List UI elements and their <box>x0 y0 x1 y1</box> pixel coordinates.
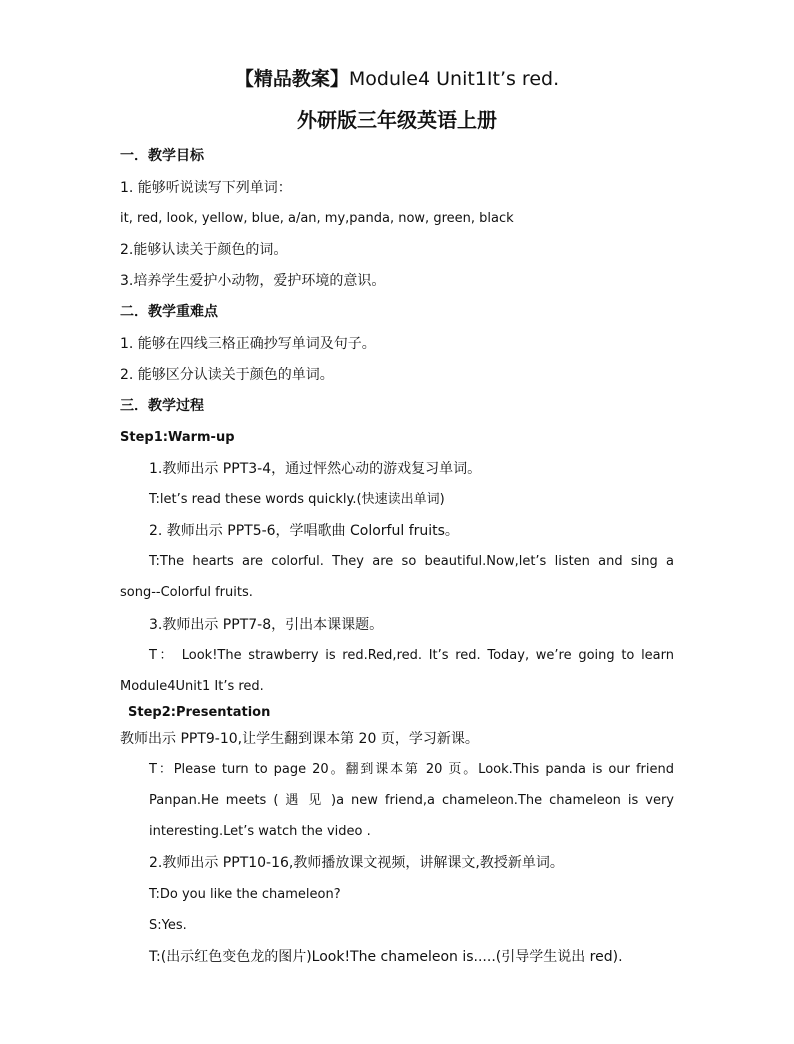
step1-heading: Step1:Warm-up <box>120 430 235 445</box>
section2-heading: 二．教学重难点 <box>120 304 218 320</box>
key-point-line: 1. 能够在四线三格正确抄写单词及句子。 <box>120 336 376 352</box>
step1-line: 1.教师出示 PPT3-4，通过怦然心动的游戏复习单词。 <box>149 461 482 477</box>
step1-line: 3.教师出示 PPT7-8，引出本课课题。 <box>149 617 384 633</box>
goal-line: it, red, look, yellow, blue, a/an, my,panda, now, green, black <box>120 211 514 226</box>
step2-line: 2.教师出示 PPT10-16,教师播放课文视频，讲解课文,教授新单词。 <box>149 855 564 871</box>
step2-line: T:Do you like the chameleon? <box>149 887 341 902</box>
title-bracketed: 【精品教案】 <box>234 68 349 90</box>
step2-line: 教师出示 PPT9-10,让学生翻到课本第 20 页，学习新课。 <box>120 731 479 747</box>
step2-line: Panpan.He meets ( 遇 见 )a new friend,a chameleon.The chameleon is very <box>149 793 674 808</box>
step1-line: T:let’s read these words quickly.(快速读出单词) <box>149 492 445 507</box>
step2-line: T：Please turn to page 20。翻到课本第 20 页。Look.This panda is our friend <box>149 762 674 777</box>
step1-line: song--Colorful fruits. <box>120 585 253 600</box>
goal-line: 3.培养学生爱护小动物，爱护环境的意识。 <box>120 273 386 289</box>
section3-heading: 三．教学过程 <box>120 398 204 414</box>
step2-line: interesting.Let’s watch the video . <box>149 824 371 839</box>
goal-line: 1. 能够听说读写下列单词： <box>120 180 292 196</box>
step2-line: T:(出示红色变色龙的图片)Look!The chameleon is.....(引导学生说出 red). <box>149 949 623 965</box>
key-point-line: 2. 能够区分认读关于颜色的单词。 <box>120 367 334 383</box>
document-subtitle: 外研版三年级英语上册 <box>297 108 497 132</box>
title-rest: Module4 Unit1It’s red. <box>348 68 560 90</box>
step1-line: 2. 教师出示 PPT5-6，学唱歌曲 Colorful fruits。 <box>149 523 459 539</box>
goal-line: 2.能够认读关于颜色的词。 <box>120 242 288 258</box>
step1-line: T： Look!The strawberry is red.Red,red. It’s red. Today, we’re going to learn <box>149 648 674 663</box>
step2-heading: Step2:Presentation <box>128 705 271 720</box>
step1-line: Module4Unit1 It’s red. <box>120 679 264 694</box>
document-title <box>0 64 794 94</box>
section1-heading: 一．教学目标 <box>120 148 204 164</box>
step1-line: T:The hearts are colorful. They are so beautiful.Now,let’s listen and sing a <box>149 554 674 569</box>
step2-line: S:Yes. <box>149 918 187 933</box>
